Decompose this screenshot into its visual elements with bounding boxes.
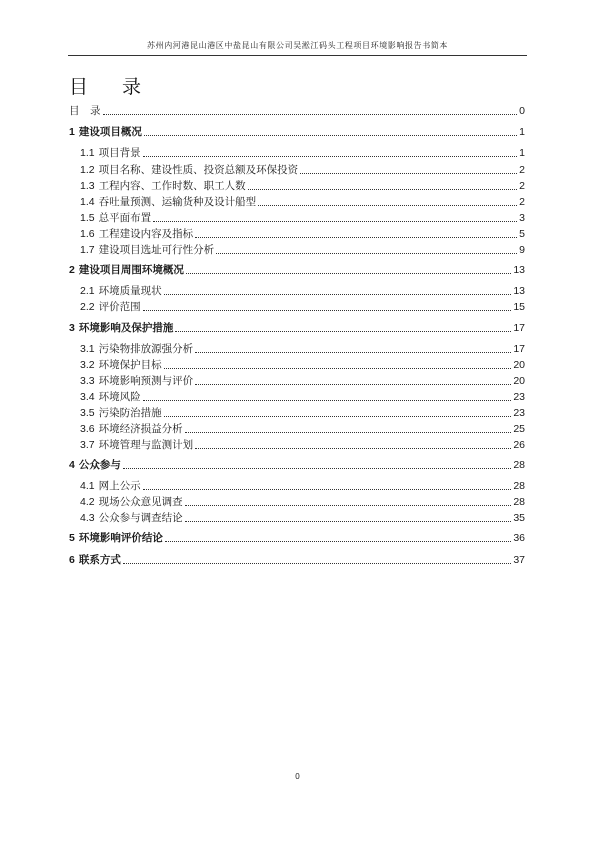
toc-entry-number: 4.2	[80, 496, 95, 508]
toc-section-entry[interactable]	[80, 284, 525, 298]
toc-entry-text: 污染物排放源强分析	[98, 343, 194, 355]
toc-entry-number: 2.2	[80, 301, 95, 313]
toc-page-number: 20	[513, 375, 525, 387]
toc-entry-number: 1.4	[80, 196, 95, 208]
toc-dot-leader	[143, 310, 512, 311]
toc-section-entry[interactable]	[80, 300, 525, 314]
toc-chapter-entry[interactable]	[69, 531, 525, 545]
toc-entry-text: 建设项目选址可行性分析	[98, 244, 215, 256]
toc-entry-text: 环境影响及保护措施	[78, 322, 174, 334]
toc-dot-leader	[123, 468, 511, 469]
toc-section-entry[interactable]	[80, 227, 525, 241]
toc-section-entry[interactable]	[80, 438, 525, 452]
toc-page-number: 2	[519, 164, 525, 176]
toc-page-number: 23	[513, 391, 525, 403]
toc-entry-number: 3.2	[80, 359, 95, 371]
toc-dot-leader	[186, 273, 511, 274]
toc-entry-text: 联系方式	[78, 554, 121, 566]
toc-chapter-entry[interactable]	[69, 321, 525, 335]
toc-page-number: 1	[519, 126, 525, 138]
toc-entry-number: 1.1	[80, 147, 95, 159]
toc-entry-text: 环境质量现状	[98, 285, 162, 297]
toc-dot-leader	[185, 432, 512, 433]
toc-entry-label	[80, 495, 183, 509]
toc-entry-label	[80, 227, 193, 241]
toc-section-entry[interactable]	[80, 422, 525, 436]
toc-entry-number: 4.1	[80, 480, 95, 492]
toc-page-number: 5	[519, 228, 525, 240]
toc-entry-text: 工程建设内容及指标	[98, 228, 194, 240]
toc-entry-label	[80, 406, 162, 420]
toc-dot-leader	[185, 505, 512, 506]
toc-dot-leader	[195, 448, 511, 449]
toc-dot-leader	[195, 352, 511, 353]
toc-dot-leader	[195, 384, 511, 385]
toc-entry-text: 建设项目概况	[78, 126, 142, 138]
toc-section-entry[interactable]	[80, 374, 525, 388]
toc-dot-leader	[143, 156, 518, 157]
toc-page-number: 2	[519, 196, 525, 208]
toc-dot-leader	[144, 135, 517, 136]
toc-entry-number: 3	[69, 322, 75, 334]
toc-dot-leader	[164, 294, 512, 295]
toc-entry-number: 1.7	[80, 244, 95, 256]
toc-entry-label	[80, 284, 162, 298]
toc-page-number: 28	[513, 459, 525, 471]
toc-entry-text: 网上公示	[98, 480, 141, 492]
toc-page-number: 37	[513, 554, 525, 566]
toc-section-entry[interactable]	[80, 479, 525, 493]
toc-chapter-entry[interactable]	[69, 458, 525, 472]
toc-entry-number: 1	[69, 126, 75, 138]
toc-dot-leader	[175, 331, 511, 332]
toc-entry-text: 污染防治措施	[98, 407, 162, 419]
toc-entry-text: 评价范围	[98, 301, 141, 313]
toc-page-number: 20	[513, 359, 525, 371]
toc-page-number: 1	[519, 147, 525, 159]
toc-entry-label	[80, 163, 298, 177]
toc-entry-label	[80, 342, 193, 356]
toc-page-number: 28	[513, 496, 525, 508]
toc-entry-number: 1.3	[80, 180, 95, 192]
toc-dot-leader	[248, 189, 518, 190]
toc-entry-text: 工程内容、工作时数、职工人数	[98, 180, 246, 192]
toc-entry-number: 1.5	[80, 212, 95, 224]
toc-entry-label	[69, 321, 173, 335]
toc-page-number: 2	[519, 180, 525, 192]
toc-dot-leader	[185, 521, 512, 522]
toc-entry-label	[80, 374, 193, 388]
toc-entry-label	[80, 390, 141, 404]
toc-entry-number: 3.3	[80, 375, 95, 387]
toc-entry-text: 建设项目周围环境概况	[78, 264, 184, 276]
toc-entry-number: 6	[69, 554, 75, 566]
toc-page-number: 17	[513, 343, 525, 355]
toc-section-entry[interactable]	[80, 358, 525, 372]
toc-chapter-entry[interactable]	[69, 263, 525, 277]
toc-contents-entry[interactable]	[69, 104, 525, 118]
toc-entry-label	[69, 125, 142, 139]
toc-entry-label	[80, 358, 162, 372]
toc-page-number: 17	[513, 322, 525, 334]
toc-entry-number: 4	[69, 459, 75, 471]
toc-entry-number: 3.6	[80, 423, 95, 435]
toc-entry-number: 5	[69, 532, 75, 544]
toc-dot-leader	[103, 114, 518, 115]
toc-chapter-entry[interactable]	[69, 125, 525, 139]
toc-entry-label	[69, 263, 184, 277]
toc-entry-text: 吞吐量预测、运输货种及设计船型	[98, 196, 257, 208]
toc-dot-leader	[164, 416, 512, 417]
toc-entry-number: 3.5	[80, 407, 95, 419]
toc-entry-number: 2	[69, 264, 75, 276]
toc-title: 目 录	[69, 76, 156, 98]
toc-entry-number: 3.4	[80, 391, 95, 403]
toc-page-number: 35	[513, 512, 525, 524]
header-rule	[68, 55, 527, 56]
toc-entry-label	[69, 531, 163, 545]
toc-dot-leader	[300, 173, 517, 174]
toc-section-entry[interactable]	[80, 406, 525, 420]
toc-section-entry[interactable]	[80, 195, 525, 209]
toc-entry-label	[80, 422, 183, 436]
page-number: 0	[295, 772, 300, 781]
toc-dot-leader	[165, 541, 511, 542]
toc-entry-text: 环境管理与监测计划	[98, 439, 194, 451]
toc-section-entry[interactable]	[80, 179, 525, 193]
toc-dot-leader	[143, 400, 512, 401]
toc-entry-label	[80, 438, 193, 452]
toc-section-entry[interactable]	[80, 390, 525, 404]
toc-entry-number: 3.1	[80, 343, 95, 355]
toc-entry-label	[69, 458, 121, 472]
toc-page-number: 15	[513, 301, 525, 313]
toc-chapter-entry[interactable]	[69, 553, 525, 567]
toc-page-number: 26	[513, 439, 525, 451]
toc-entry-text: 项目名称、建设性质、投资总额及环保投资	[98, 164, 299, 176]
toc-page-number: 23	[513, 407, 525, 419]
toc-page-number: 25	[513, 423, 525, 435]
toc-page-number: 0	[519, 105, 525, 117]
toc-entry-text: 现场公众意见调查	[98, 496, 183, 508]
toc-entry-text: 目 录	[69, 105, 101, 117]
toc-entry-label	[80, 146, 141, 160]
toc-entry-text: 总平面布置	[98, 212, 152, 224]
toc-dot-leader	[143, 489, 512, 490]
toc-dot-leader	[164, 368, 512, 369]
toc-section-entry[interactable]	[80, 342, 525, 356]
toc-entry-text: 环境影响评价结论	[78, 532, 163, 544]
toc-entry-text: 环境影响预测与评价	[98, 375, 194, 387]
toc-section-entry[interactable]	[80, 163, 525, 177]
toc-entry-label	[80, 195, 256, 209]
toc-entry-number: 1.2	[80, 164, 95, 176]
toc-section-entry[interactable]	[80, 146, 525, 160]
toc-page-number: 36	[513, 532, 525, 544]
toc-entry-label	[80, 479, 141, 493]
toc-dot-leader	[123, 563, 511, 564]
toc-dot-leader	[195, 237, 517, 238]
toc-entry-label	[80, 300, 141, 314]
toc-entry-text: 环境保护目标	[98, 359, 162, 371]
toc-entry-label	[80, 511, 183, 525]
toc-section-entry[interactable]	[80, 243, 525, 257]
toc-entry-label	[69, 553, 121, 567]
toc-dot-leader	[258, 205, 517, 206]
toc-section-entry[interactable]	[80, 211, 525, 225]
toc-entry-label	[69, 104, 101, 118]
toc-entry-label	[80, 243, 214, 257]
toc-dot-leader	[216, 253, 517, 254]
toc-section-entry[interactable]	[80, 511, 525, 525]
toc-entry-text: 公众参与调查结论	[98, 512, 183, 524]
toc-page-number: 9	[519, 244, 525, 256]
toc-entry-number: 1.6	[80, 228, 95, 240]
toc-entry-label	[80, 211, 151, 225]
toc-entry-number: 2.1	[80, 285, 95, 297]
toc-page-number: 3	[519, 212, 525, 224]
toc-entry-label	[80, 179, 246, 193]
toc-page-number: 13	[513, 264, 525, 276]
toc-entry-text: 公众参与	[78, 459, 121, 471]
toc-entry-number: 3.7	[80, 439, 95, 451]
toc-entry-text: 项目背景	[98, 147, 141, 159]
toc-section-entry[interactable]	[80, 495, 525, 509]
toc-entry-number: 4.3	[80, 512, 95, 524]
toc-page-number: 28	[513, 480, 525, 492]
toc-dot-leader	[153, 221, 517, 222]
toc-entry-text: 环境经济损益分析	[98, 423, 183, 435]
running-header: 苏州内河港昆山港区中盐昆山有限公司吴淞江码头工程项目环境影响报告书简本	[147, 41, 448, 50]
toc-entry-text: 环境风险	[98, 391, 141, 403]
toc-page-number: 13	[513, 285, 525, 297]
